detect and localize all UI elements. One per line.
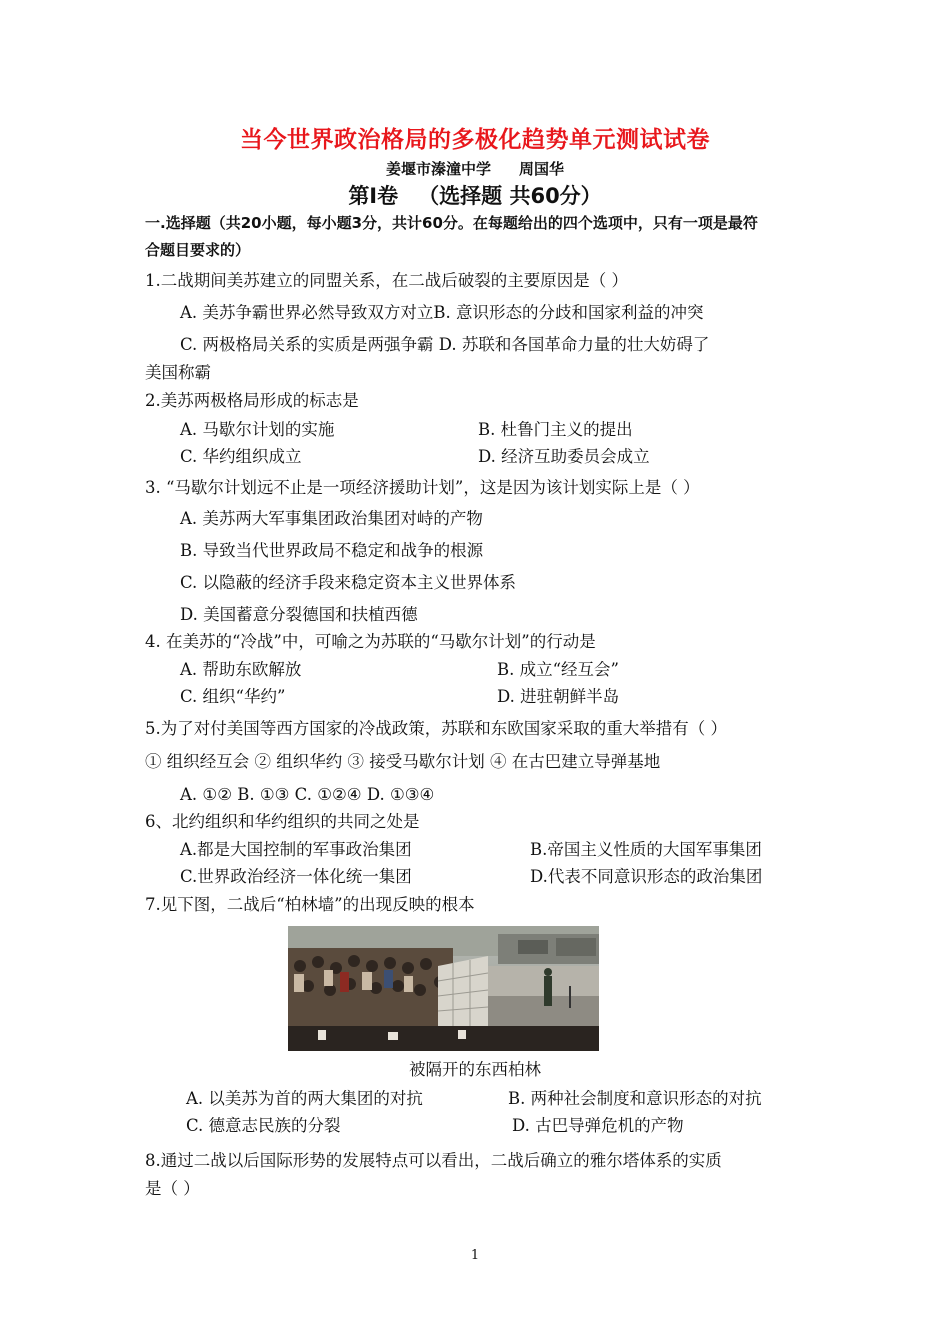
author-school: 姜堰市溱潼中学 <box>385 160 491 178</box>
question-4-option-a: A. 帮助东欧解放 <box>180 660 302 679</box>
question-3-stem: 3. “马歇尔计划远不止是一项经济援助计划”，这是因为该计划实际上是（ ） <box>145 478 700 497</box>
question-7-option-b: B. 两种社会制度和意识形态的对抗 <box>508 1089 762 1108</box>
question-1-options-line-1: A. 美苏争霸世界必然导致双方对立B. 意识形态的分歧和国家利益的冲突 <box>180 303 704 322</box>
question-6-option-c: C.世界政治经济一体化统一集团 <box>180 867 412 886</box>
question-1-options-line-2: C. 两极格局关系的实质是两强争霸 D. 苏联和各国革命力量的壮大妨碍了 <box>180 335 710 354</box>
question-2-option-a: A. 马歇尔计划的实施 <box>180 420 335 439</box>
question-7-option-d: D. 古巴导弹危机的产物 <box>512 1116 684 1135</box>
question-4-option-b: B. 成立“经互会” <box>497 660 619 679</box>
volume-label: 第Ⅰ卷 <box>348 184 399 208</box>
volume-desc: （选择题 共60分） <box>418 184 602 208</box>
instructions-line-2: 合题目要求的） <box>145 241 251 259</box>
question-6-option-a: A.都是大国控制的军事政治集团 <box>180 840 412 859</box>
question-6-option-d: D.代表不同意识形态的政治集团 <box>530 867 763 886</box>
berlin-wall-photo <box>288 926 599 1051</box>
question-1-options-line-3: 美国称霸 <box>145 363 211 382</box>
question-2-stem: 2.美苏两极格局形成的标志是 <box>145 391 359 410</box>
question-7-stem: 7.见下图，二战后“柏林墙”的出现反映的根本 <box>145 895 475 914</box>
question-2-option-b: B. 杜鲁门主义的提出 <box>478 420 633 439</box>
berlin-wall-photo-image <box>288 926 599 1051</box>
instructions-line-1: 一.选择题（共20小题，每小题3分，共计60分。在每题给出的四个选项中，只有一项是最符 <box>145 214 758 232</box>
question-3-option-c: C. 以隐蔽的经济手段来稳定资本主义世界体系 <box>180 573 517 592</box>
question-3-option-b: B. 导致当代世界政局不稳定和战争的根源 <box>180 541 484 560</box>
question-6-stem: 6、北约组织和华约组织的共同之处是 <box>145 812 420 831</box>
volume-heading <box>0 180 950 210</box>
question-2-option-c: C. 华约组织成立 <box>180 447 302 466</box>
page-number: 1 <box>470 1248 480 1263</box>
question-2-option-d: D. 经济互助委员会成立 <box>478 447 650 466</box>
question-4-stem: 4. 在美苏的“冷战”中，可喻之为苏联的“马歇尔计划”的行动是 <box>145 632 596 651</box>
question-8-stem: 8.通过二战以后国际形势的发展特点可以看出，二战后确立的雅尔塔体系的实质 <box>145 1151 722 1170</box>
question-3-option-a: A. 美苏两大军事集团政治集团对峙的产物 <box>180 509 483 528</box>
author-line <box>0 158 950 179</box>
document-title: 当今世界政治格局的多极化趋势单元测试试卷 <box>240 127 710 153</box>
question-5-stem: 5.为了对付美国等西方国家的冷战政策，苏联和东欧国家采取的重大举措有（ ） <box>145 719 727 738</box>
question-7-option-c: C. 德意志民族的分裂 <box>186 1116 341 1135</box>
question-4-option-c: C. 组织“华约” <box>180 687 286 706</box>
author-name: 周国华 <box>519 160 565 178</box>
photo-caption: 被隔开的东西柏林 <box>409 1060 541 1079</box>
question-4-option-d: D. 进驻朝鲜半岛 <box>497 687 620 706</box>
question-7-option-a: A. 以美苏为首的两大集团的对抗 <box>186 1089 423 1108</box>
question-3-option-d: D. 美国蓄意分裂德国和扶植西德 <box>180 605 418 624</box>
question-8-stem-continued: 是（ ） <box>145 1179 200 1198</box>
question-1-stem: 1.二战期间美苏建立的同盟关系，在二战后破裂的主要原因是（ ） <box>145 271 628 290</box>
question-6-option-b: B.帝国主义性质的大国军事集团 <box>530 840 762 859</box>
question-5-items: ① 组织经互会 ② 组织华约 ③ 接受马歇尔计划 ④ 在古巴建立导弹基地 <box>145 752 661 771</box>
question-5-options: A. ①② B. ①③ C. ①②④ D. ①③④ <box>180 785 435 804</box>
